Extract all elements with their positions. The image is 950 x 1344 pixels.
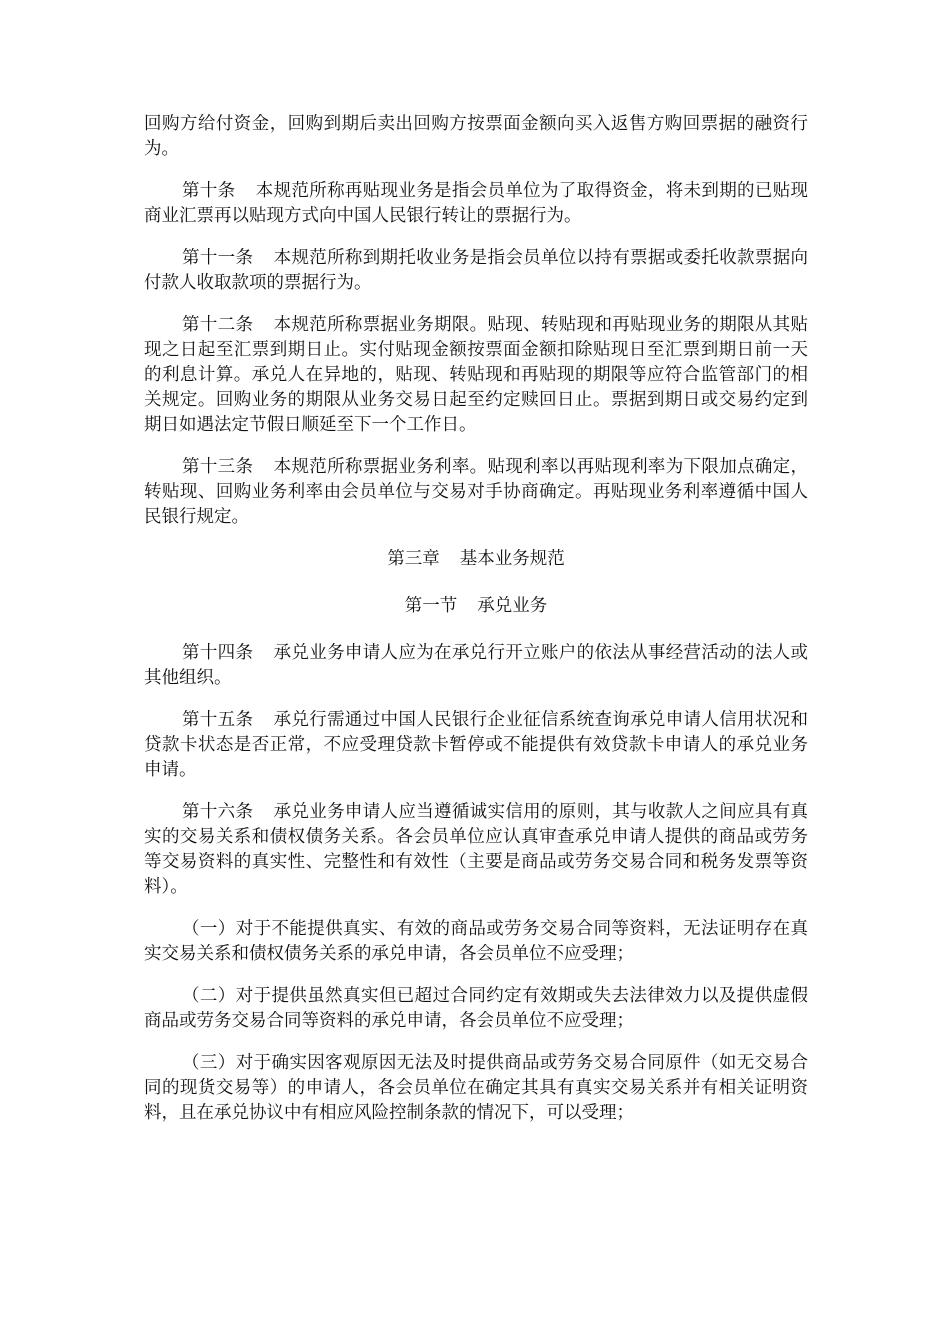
article-13	[144, 455, 808, 530]
article-number: 第十条	[182, 181, 236, 201]
article-number: 第十五条	[182, 710, 254, 730]
article-text: 本规范所称到期托收业务是指会员单位以持有票据或委托收款票据向付款人收取款项的票据行为。	[144, 248, 809, 293]
article-number: 第十六条	[182, 802, 254, 822]
article-12	[144, 313, 808, 438]
paragraph-repurchase-definition-continued	[144, 112, 808, 162]
article-11	[144, 246, 808, 296]
chapter-number: 第三章	[387, 549, 440, 569]
document-body	[144, 112, 808, 1143]
article-14	[144, 641, 808, 691]
list-item-3	[144, 1051, 808, 1126]
chapter-title: 基本业务规范	[459, 549, 565, 569]
article-text: 承兑业务申请人应当遵循诚实信用的原则，其与收款人之间应具有真实的交易关系和债权债务关系。各会员单位应认真审查承兑申请人提供的商品或劳务等交易资料的真实性、完整性和有效性（主要是商品或劳务交易合同和税务发票等资料）。	[144, 802, 809, 897]
chapter-heading	[144, 547, 808, 572]
article-text: 本规范所称票据业务利率。贴现利率以再贴现利率为下限加点确定，转贴现、回购业务利率由会员单位与交易对手协商确定。再贴现业务利率遵循中国人民银行规定。	[144, 457, 809, 527]
article-text: 承兑业务申请人应为在承兑行开立账户的依法从事经营活动的法人或其他组织。	[144, 643, 809, 688]
article-number: 第十二条	[182, 315, 254, 335]
article-text: 本规范所称再贴现业务是指会员单位为了取得资金，将未到期的已贴现商业汇票再以贴现方式向中国人民银行转让的票据行为。	[144, 181, 809, 226]
list-item-2	[144, 984, 808, 1034]
section-heading	[144, 594, 808, 619]
article-number: 第十一条	[182, 248, 254, 268]
article-15	[144, 708, 808, 783]
paragraph-text: 回购方给付资金，回购到期后卖出回购方按票面金额向买入返售方购回票据的融资行为。	[144, 114, 808, 159]
article-16	[144, 800, 808, 900]
article-number: 第十四条	[182, 643, 254, 663]
article-text: 本规范所称票据业务期限。贴现、转贴现和再贴现业务的期限从其贴现之日起至汇票到期日止。实付贴现金额按票面金额扣除贴现日至汇票到期日前一天的利息计算。承兑人在异地的，贴现、转贴现和再贴现的期限等应符合监管部门的相关规定。回购业务的期限从业务交易日起至约定赎回日止。票据到期日或交易约定到期日如遇法定节假日顺延至下一个工作日。	[144, 315, 809, 435]
section-title: 承兑业务	[477, 596, 548, 616]
list-item-text: （二）对于提供虽然真实但已超过合同约定有效期或失去法律效力以及提供虚假商品或劳务交易合同等资料的承兑申请，各会员单位不应受理；	[144, 986, 808, 1031]
list-item-1	[144, 917, 808, 967]
article-10	[144, 179, 808, 229]
list-item-text: （一）对于不能提供真实、有效的商品或劳务交易合同等资料，无法证明存在真实交易关系和债权债务关系的承兑申请，各会员单位不应受理；	[144, 919, 808, 964]
article-number: 第十三条	[182, 457, 254, 477]
list-item-text: （三）对于确实因客观原因无法及时提供商品或劳务交易合同原件（如无交易合同的现货交易等）的申请人，各会员单位在确定其具有真实交易关系并有相关证明资料，且在承兑协议中有相应风险控制条款的情况下，可以受理；	[144, 1053, 808, 1123]
article-text: 承兑行需通过中国人民银行企业征信系统查询承兑申请人信用状况和贷款卡状态是否正常，不应受理贷款卡暂停或不能提供有效贷款卡申请人的承兑业务申请。	[144, 710, 809, 780]
section-number: 第一节	[404, 596, 458, 616]
